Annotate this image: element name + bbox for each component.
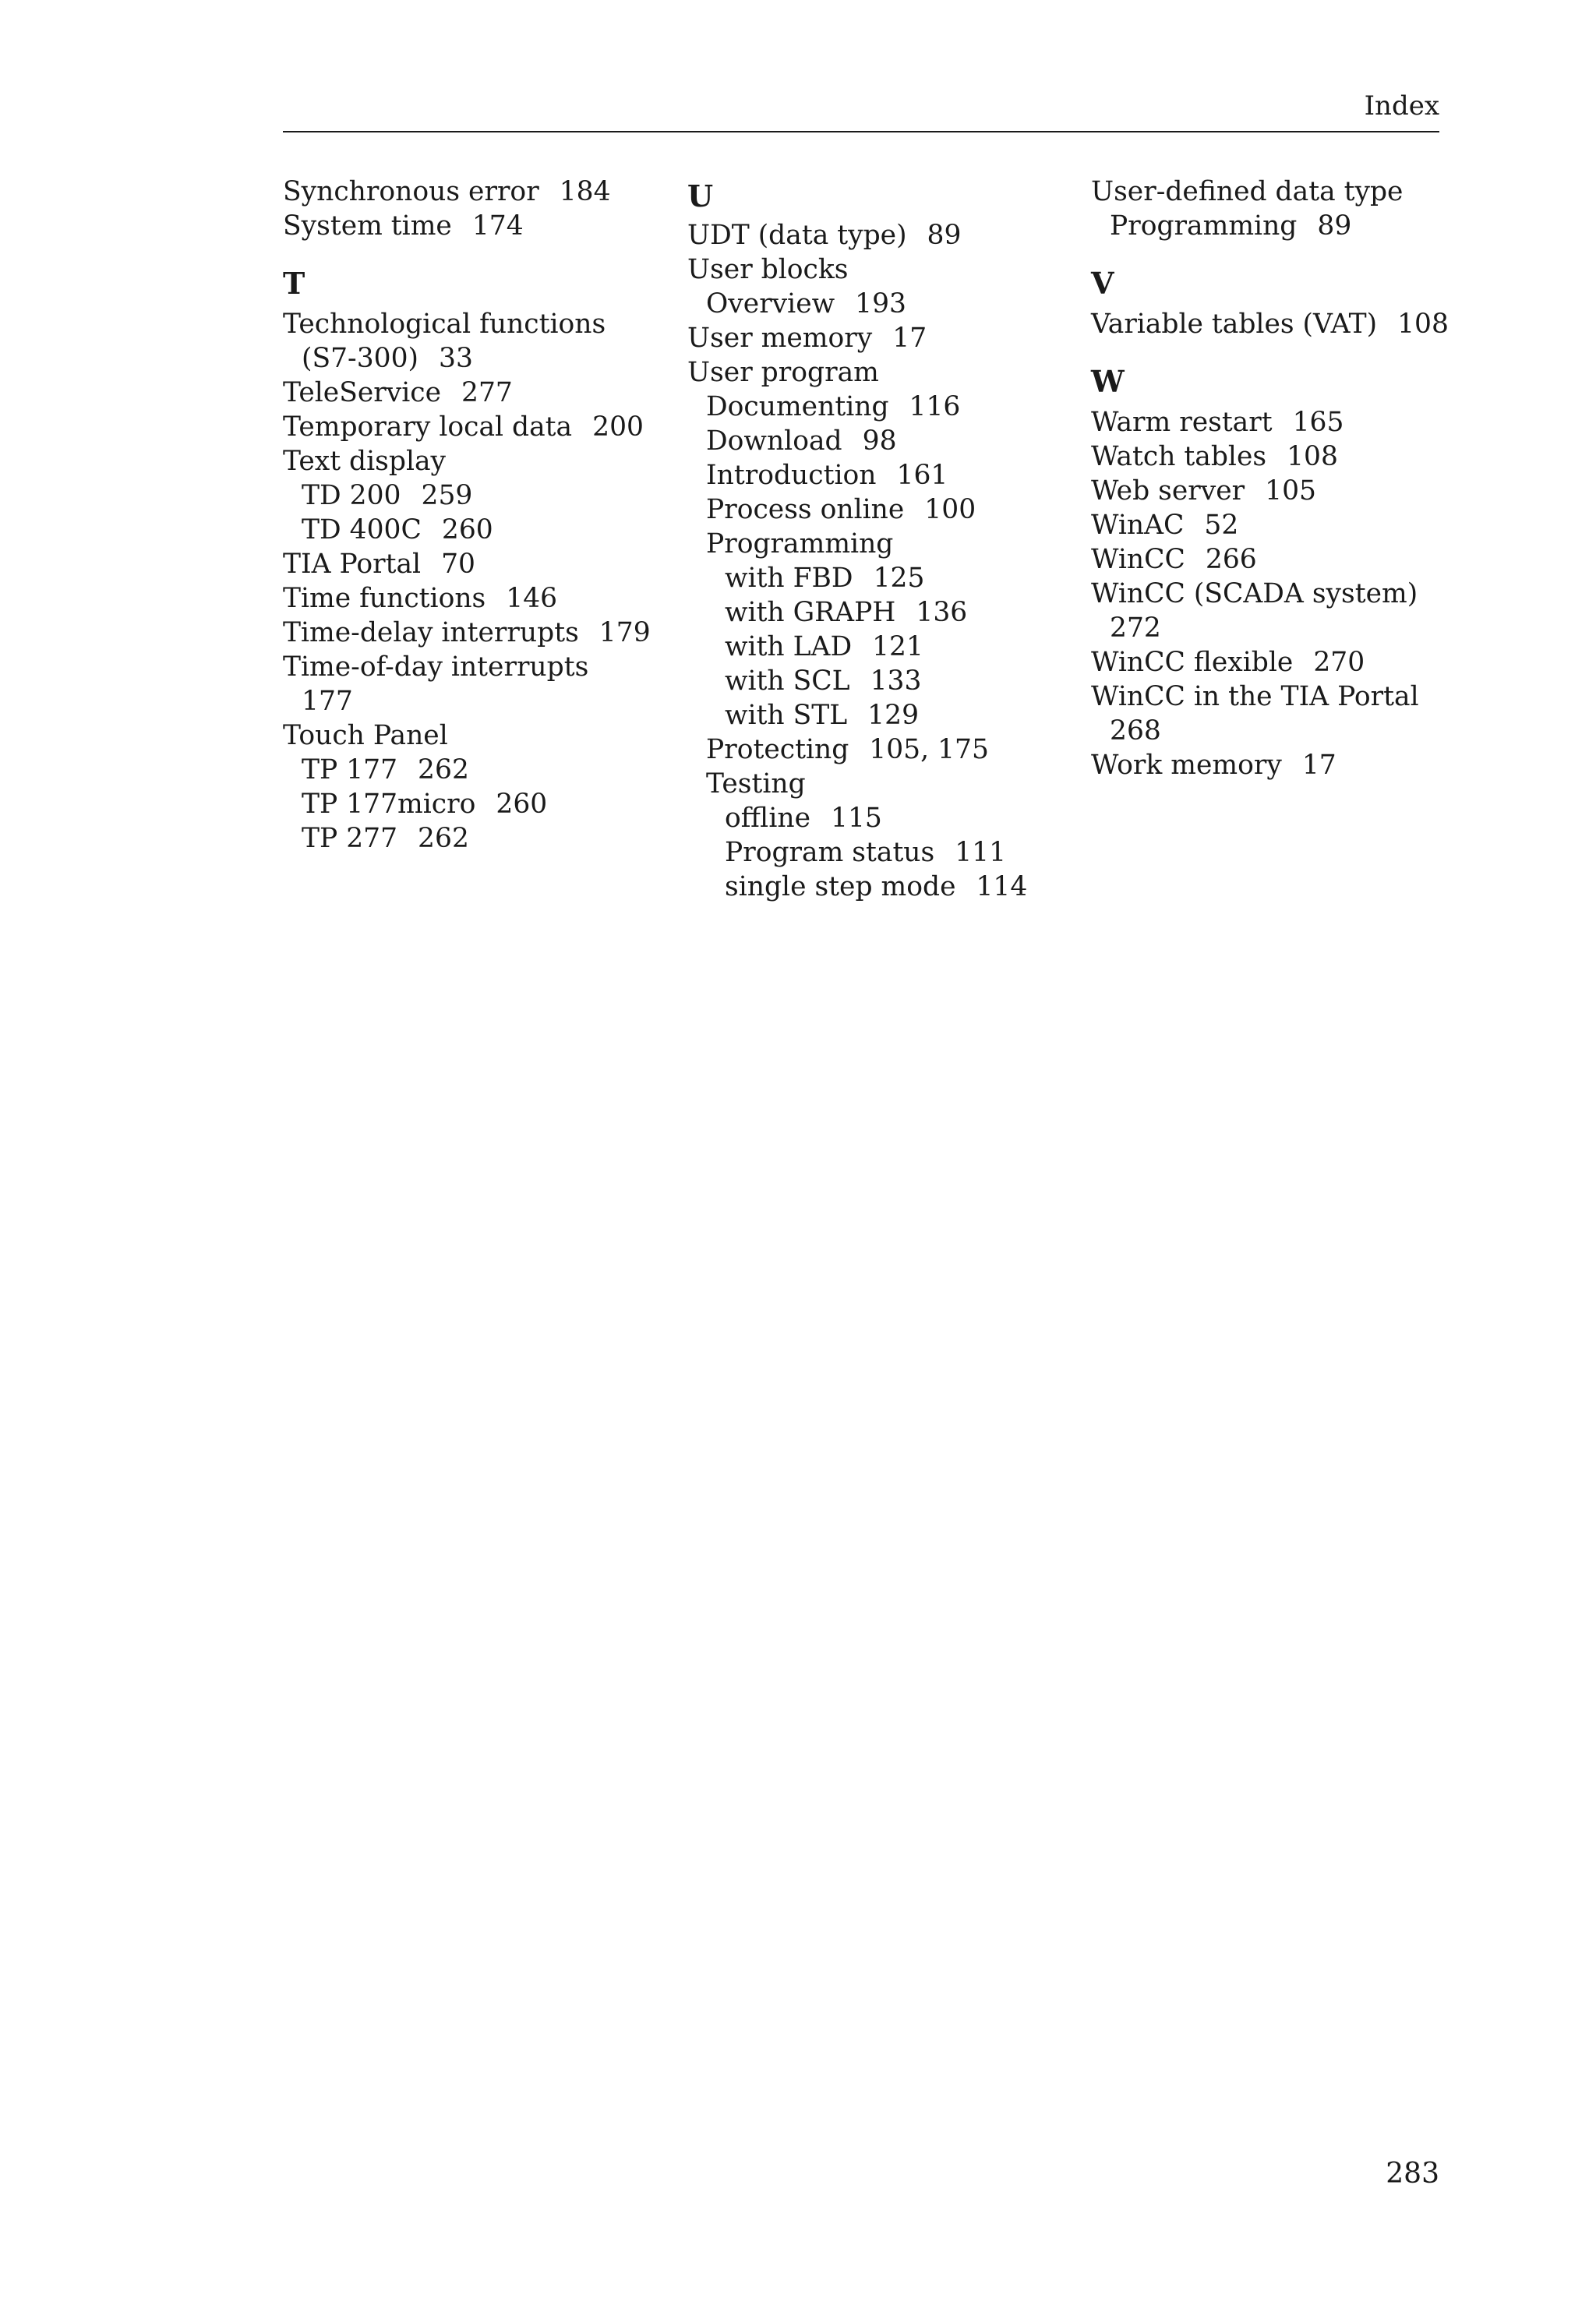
index-term: with LAD: [725, 631, 853, 662]
index-entry: [1091, 439, 1481, 474]
index-entry: [283, 650, 673, 684]
index-entry: [283, 616, 673, 650]
index-entry: [687, 835, 1077, 870]
index-term: User blocks: [687, 254, 849, 285]
index-page-ref: 133: [870, 665, 922, 697]
index-entry: [687, 218, 1077, 252]
index-entry: [687, 698, 1077, 732]
index-term: WinCC: [1091, 544, 1185, 575]
index-entry: [1091, 645, 1481, 680]
index-page-ref: 111: [955, 837, 1007, 868]
index-term: User memory: [687, 323, 873, 354]
index-entry: [283, 410, 673, 444]
index-page-ref: 174: [471, 210, 524, 242]
index-entry: [283, 787, 673, 821]
index-term: Documenting: [706, 391, 889, 422]
index-term: Work memory: [1091, 750, 1282, 781]
index-entry: [283, 684, 673, 718]
index-term: Programming: [706, 528, 894, 559]
index-entry: [687, 664, 1077, 698]
index-term: Time functions: [283, 583, 486, 614]
index-page-ref: 17: [892, 323, 927, 354]
index-entry: [687, 355, 1077, 390]
index-letter-heading: V: [1091, 266, 1114, 301]
index-entry: [687, 561, 1077, 595]
index-page-ref: 52: [1204, 510, 1239, 541]
index-entry: [283, 513, 673, 547]
index-term: Watch tables: [1091, 441, 1267, 472]
index-entry: [283, 341, 673, 376]
index-entry: [283, 209, 673, 243]
index-term: WinCC (SCADA system): [1091, 578, 1418, 609]
index-term: TIA Portal: [283, 549, 422, 580]
index-page-ref: 108: [1397, 309, 1449, 340]
index-page-ref: 100: [924, 494, 976, 525]
index-page-ref: 184: [559, 176, 611, 207]
index-entry: [1091, 474, 1481, 508]
index-page-ref: 70: [441, 549, 475, 580]
index-page-ref: 105: [1265, 475, 1316, 507]
index-page-ref: 136: [916, 597, 968, 628]
index-entry: [283, 175, 673, 209]
index-entry: [1091, 577, 1481, 611]
index-entry: [283, 376, 673, 410]
index-letter-heading: W: [1091, 364, 1125, 399]
index-page-ref: 17: [1301, 750, 1336, 781]
index-column-3: [1091, 175, 1481, 782]
index-page-ref: 179: [598, 617, 651, 648]
index-term: with STL: [725, 700, 848, 731]
header-title: Index: [1364, 90, 1439, 122]
index-term: offline: [725, 803, 810, 834]
index-term: Synchronous error: [283, 176, 539, 207]
index-page-ref: 33: [439, 343, 473, 374]
index-page-ref: 89: [927, 220, 962, 251]
running-header: [283, 86, 1439, 132]
index-page-ref: 98: [862, 425, 897, 457]
index-letter-heading: T: [283, 266, 305, 301]
index-term: Temporary local data: [283, 411, 573, 443]
index-entry: [1091, 542, 1481, 577]
index-term: User-defined data type: [1091, 176, 1404, 207]
index-column-1: [283, 175, 673, 856]
index-page-ref: 116: [909, 391, 961, 422]
index-term: Overview: [706, 288, 835, 319]
index-term: with GRAPH: [725, 597, 896, 628]
index-term: Time-delay interrupts: [283, 617, 579, 648]
index-page-ref: 161: [896, 460, 948, 491]
index-entry: [1091, 405, 1481, 439]
index-term: (S7-300): [302, 343, 419, 374]
index-term: Programming: [1110, 210, 1298, 242]
index-entry: [1091, 748, 1481, 782]
index-page-ref: 165: [1292, 407, 1344, 438]
index-term: WinAC: [1091, 510, 1185, 541]
index-term: 272: [1110, 612, 1161, 644]
index-page-ref: 259: [421, 480, 473, 511]
index-term: 268: [1110, 715, 1161, 747]
index-page-ref: 121: [872, 631, 923, 662]
index-term: Warm restart: [1091, 407, 1273, 438]
index-entry: [283, 753, 673, 787]
index-term: TP 177: [302, 754, 398, 785]
index-entry: [1091, 508, 1481, 542]
index-entry: [687, 321, 1077, 355]
index-term: Program status: [725, 837, 935, 868]
index-page-ref: 266: [1205, 544, 1257, 575]
index-entry: [687, 390, 1077, 424]
index-entry: [1091, 611, 1481, 645]
index-entry: [687, 492, 1077, 527]
index-entry: [687, 732, 1077, 767]
index-entry: [687, 595, 1077, 630]
index-term: with SCL: [725, 665, 850, 697]
index-entry: [283, 307, 673, 341]
index-entry: [687, 630, 1077, 664]
index-entry: [283, 478, 673, 513]
index-entry: [1091, 680, 1481, 714]
index-page-ref: 260: [441, 514, 493, 545]
index-entry: [687, 767, 1077, 801]
index-page-ref: 270: [1313, 647, 1365, 678]
index-term: TP 277: [302, 823, 398, 854]
index-page-ref: 125: [873, 563, 925, 594]
index-term: Process online: [706, 494, 905, 525]
index-term: single step mode: [725, 871, 956, 902]
index-entry: [283, 444, 673, 478]
index-term: Technological functions: [283, 309, 606, 340]
index-page-ref: 114: [976, 871, 1028, 902]
index-entry: [283, 718, 673, 753]
index-page-ref: 146: [506, 583, 558, 614]
index-term: Variable tables (VAT): [1091, 309, 1378, 340]
index-entry: [1091, 307, 1481, 341]
index-term: Download: [706, 425, 842, 457]
index-page-ref: 262: [418, 823, 469, 854]
index-term: Protecting: [706, 734, 849, 765]
index-term: with FBD: [725, 563, 853, 594]
index-term: Text display: [283, 446, 447, 477]
index-entry: [687, 527, 1077, 561]
index-term: TD 200: [302, 480, 401, 511]
index-term: TD 400C: [302, 514, 422, 545]
index-entry: [687, 870, 1077, 904]
index-term: Testing: [706, 768, 806, 800]
index-page-ref: 260: [496, 789, 548, 820]
index-entry: [687, 287, 1077, 321]
index-term: WinCC in the TIA Portal: [1091, 681, 1419, 712]
index-term: Web server: [1091, 475, 1245, 507]
index-entry: [1091, 209, 1481, 243]
index-entry: [687, 252, 1077, 287]
index-page-ref: 262: [418, 754, 469, 785]
index-page-ref: 193: [855, 288, 907, 319]
page-number: 283: [1386, 2158, 1439, 2190]
index-term: User program: [687, 357, 879, 388]
index-column-2: [687, 175, 1077, 904]
index-entry: [1091, 175, 1481, 209]
index-entry: [283, 581, 673, 616]
index-page-ref: 105, 175: [869, 734, 989, 765]
index-term: TeleService: [283, 377, 442, 408]
index-entry: [687, 458, 1077, 492]
index-term: Introduction: [706, 460, 877, 491]
index-term: 177: [302, 686, 353, 717]
index-page-ref: 277: [461, 377, 513, 408]
index-term: TP 177micro: [302, 789, 476, 820]
index-page-ref: 89: [1317, 210, 1352, 242]
index-entry: [283, 547, 673, 581]
index-page-ref: 200: [592, 411, 644, 443]
index-term: Time-of-day interrupts: [283, 651, 589, 683]
index-entry: [687, 424, 1077, 458]
index-page-ref: 115: [831, 803, 882, 834]
index-term: UDT (data type): [687, 220, 907, 251]
index-page-ref: 129: [867, 700, 920, 731]
index-letter-heading: U: [687, 178, 714, 214]
index-page-ref: 108: [1287, 441, 1338, 472]
index-entry: [1091, 714, 1481, 748]
index-term: WinCC flexible: [1091, 647, 1294, 678]
index-entry: [283, 821, 673, 856]
index-term: Touch Panel: [283, 720, 448, 751]
index-term: System time: [283, 210, 452, 242]
index-entry: [687, 801, 1077, 835]
